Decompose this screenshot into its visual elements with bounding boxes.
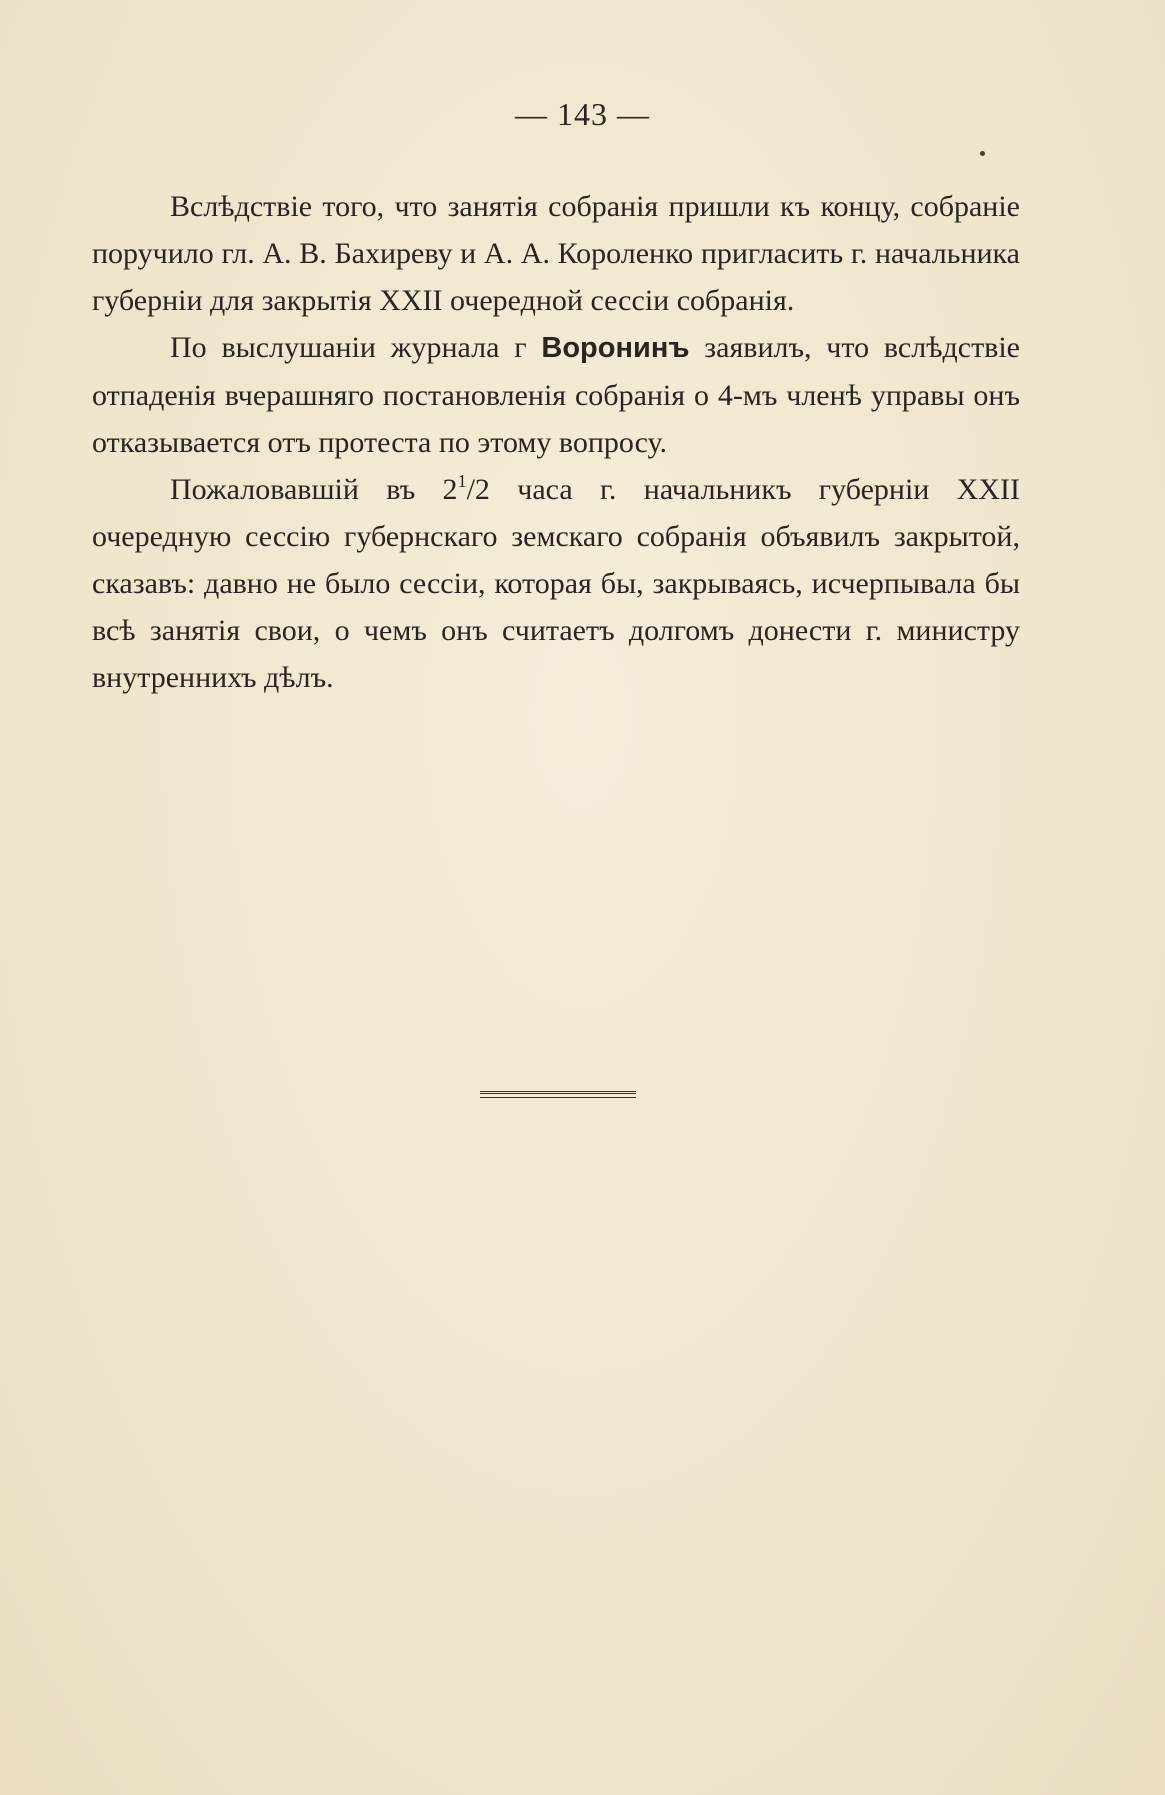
body-text	[92, 183, 1020, 701]
time-fraction	[458, 473, 490, 506]
paragraph-2-after: заявилъ, что вслѣдствіе отпаденія вчерашняго постановленія собранія о 4-мъ членѣ управы онъ отказывается отъ протеста по этому вопросу.	[92, 331, 1020, 459]
paragraph-1-text: Вслѣдствіе того, что занятія собранія пришли къ концу, собраніе поручило гл. А. В. Бахиреву и А. А. Короленко пригласить г. начальника губерніи для закрытія XXII очередной сессіи собранія.	[92, 190, 1020, 317]
paragraph-protest-withdrawal	[92, 324, 1020, 466]
end-rule	[480, 1091, 636, 1098]
paragraph-3-after: часа г. начальникъ губерніи XXII очередную сессію губернскаго земскаго собранія объявилъ закрытой, сказавъ: давно не было сессіи, которая бы, закрываясь, исчерпывала бы всѣ занятія свои, о чемъ онъ считаетъ долгомъ донести г. министру внутреннихъ дѣлъ.	[92, 473, 1020, 694]
page-number: — 143 —	[515, 96, 650, 132]
speaker-name: Воронинъ	[541, 332, 690, 364]
paragraph-2-before: По выслушаніи журнала г	[170, 331, 542, 364]
end-rule-inner-line	[480, 1093, 636, 1094]
paragraph-governor-closing	[92, 466, 1020, 701]
fraction-numerator: 1	[457, 471, 467, 491]
fraction-denominator: /2	[466, 473, 490, 506]
paragraph-session-closing	[92, 183, 1020, 324]
print-speck	[980, 151, 985, 156]
paragraph-3-before: Пожаловавшій въ 2	[170, 473, 458, 506]
